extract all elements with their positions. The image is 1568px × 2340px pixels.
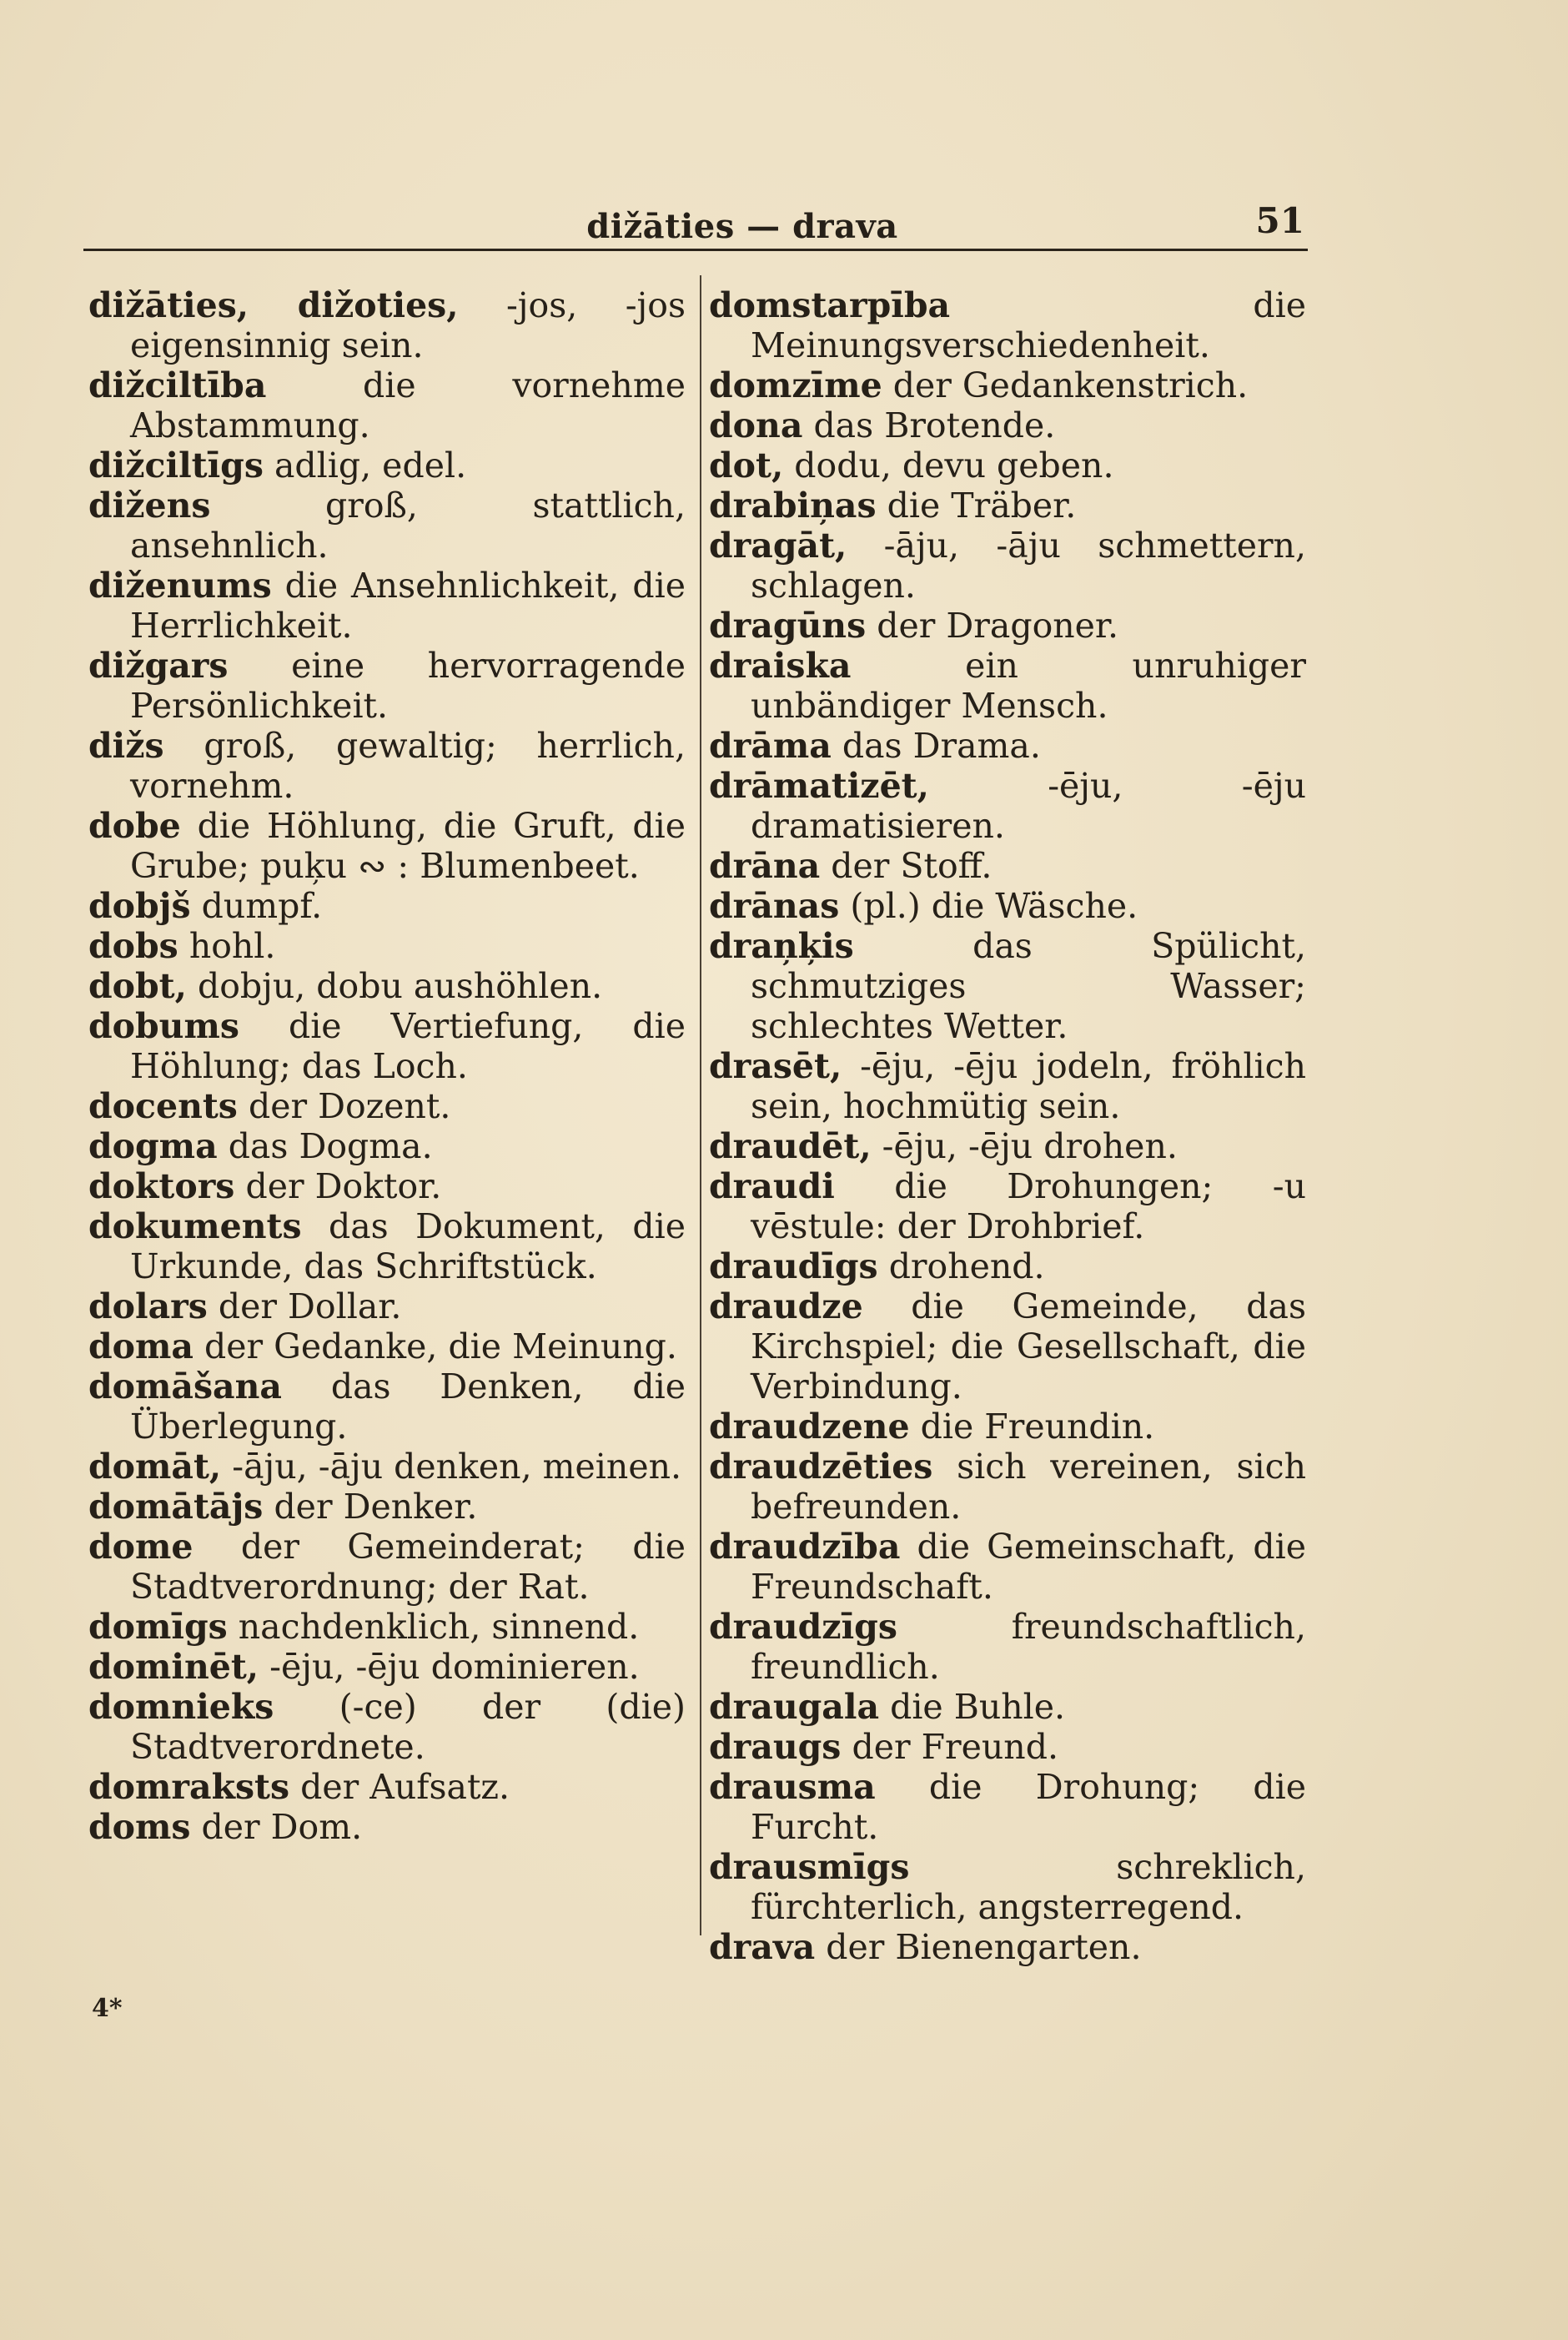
entry-definition: sich vereinen, sich befreunden. [751, 1447, 1306, 1527]
dictionary-entry [709, 1046, 1306, 1126]
dictionary-entry [709, 486, 1306, 526]
entry-headword: draudzīgs [709, 1607, 897, 1647]
entry-definition: die Meinungsverschiedenheit. [751, 285, 1306, 365]
column-divider [700, 275, 701, 1935]
dictionary-entry [709, 646, 1306, 726]
dictionary-entry [88, 806, 686, 886]
dictionary-entry [88, 1647, 686, 1687]
entry-definition: die Buhle. [890, 1687, 1066, 1727]
dictionary-entry [709, 1687, 1306, 1727]
dictionary-entry [88, 1086, 686, 1126]
entry-headword: draudi [709, 1166, 835, 1206]
dictionary-entry [88, 1487, 686, 1527]
dictionary-entry [88, 285, 686, 365]
dictionary-entry [88, 486, 686, 566]
dictionary-entry [709, 1407, 1306, 1447]
entry-headword: dragūns [709, 606, 867, 646]
entry-headword: draudzība [709, 1527, 901, 1567]
entry-definition: freundschaftlich, freundlich. [751, 1607, 1306, 1687]
entry-definition: dumpf. [201, 886, 323, 926]
entry-definition: der Denker. [274, 1487, 478, 1527]
entry-headword: dobs [88, 926, 178, 966]
dictionary-entry [88, 726, 686, 806]
dictionary-entry [709, 1447, 1306, 1527]
entry-definition: adlig, edel. [274, 445, 467, 486]
dictionary-entry [709, 1166, 1306, 1246]
entry-headword: dominēt, [88, 1647, 259, 1687]
entry-definition: der Dollar. [218, 1286, 402, 1326]
entry-definition: -āju, -āju denken, meinen. [232, 1447, 682, 1487]
entry-headword: drausmīgs [709, 1847, 910, 1887]
entry-definition: die vornehme Abstammung. [130, 365, 686, 445]
entry-definition: dobju, dobu aushöhlen. [197, 966, 603, 1006]
entry-headword: dome [88, 1527, 193, 1567]
entry-headword: domīgs [88, 1607, 228, 1647]
entry-headword: drava [709, 1927, 816, 1967]
dictionary-entry [709, 1527, 1306, 1607]
dictionary-entry [88, 1447, 686, 1487]
entry-headword: draudzēties [709, 1447, 933, 1487]
dictionary-entry [709, 846, 1306, 886]
entry-definition: schreklich, fürchterlich, angsterregend. [751, 1847, 1306, 1927]
entry-definition: die Vertiefung, die Höhlung; das Loch. [130, 1006, 686, 1086]
dictionary-entry [709, 1767, 1306, 1847]
entry-headword: dižciltīgs [88, 445, 264, 486]
entry-definition: -ēju, -ēju jodeln, fröhlich sein, hochmütig sein. [751, 1046, 1306, 1126]
dictionary-entry [709, 1246, 1306, 1286]
entry-headword: dižs [88, 726, 164, 766]
entry-definition: eine hervorragende Persönlichkeit. [130, 646, 686, 726]
entry-headword: draudzene [709, 1407, 910, 1447]
dictionary-entry [709, 1126, 1306, 1166]
entry-headword: domāt, [88, 1447, 222, 1487]
entry-definition: das Drama. [842, 726, 1041, 766]
entry-headword: draņķis [709, 926, 854, 966]
entry-headword: draugala [709, 1687, 880, 1727]
entry-definition: die Träber. [887, 486, 1077, 526]
entry-definition: der Aufsatz. [300, 1767, 510, 1807]
entry-headword: dižgars [88, 646, 229, 686]
entry-headword: draiska [709, 646, 852, 686]
entry-headword: dokuments [88, 1206, 302, 1246]
entry-definition: die Gemeinde, das Kirchspiel; die Gesellschaft, die Verbindung. [751, 1286, 1306, 1407]
entry-headword: dolars [88, 1286, 208, 1326]
entry-definition: der Dom. [201, 1807, 363, 1847]
dictionary-entry [88, 445, 686, 486]
entry-definition: drohend. [888, 1246, 1045, 1286]
entry-definition: (pl.) die Wäsche. [850, 886, 1138, 926]
dictionary-entry [88, 1206, 686, 1286]
entry-headword: drāna [709, 846, 821, 886]
printer-signature: 4* [92, 1994, 123, 2023]
dictionary-entry [88, 966, 686, 1006]
entry-headword: draugs [709, 1727, 842, 1767]
entry-headword: draudēt, [709, 1126, 872, 1166]
entry-headword: dogma [88, 1126, 218, 1166]
dictionary-entry [709, 606, 1306, 646]
entry-definition: der Bienengarten. [826, 1927, 1142, 1967]
dictionary-entry [709, 766, 1306, 846]
entry-definition: das Brotende. [813, 405, 1056, 445]
entry-headword: drāma [709, 726, 832, 766]
dictionary-entry [709, 526, 1306, 606]
entry-headword: drausma [709, 1767, 876, 1807]
dictionary-entry [709, 926, 1306, 1046]
entry-definition: die Gemeinschaft, die Freundschaft. [751, 1527, 1306, 1607]
dictionary-entry [88, 646, 686, 726]
entry-definition: -ēju, -ēju drohen. [882, 1126, 1178, 1166]
dictionary-entry [88, 365, 686, 445]
entry-definition: (-ce) der (die) Stadtverordnete. [130, 1687, 686, 1767]
entry-definition: der Freund. [852, 1727, 1058, 1767]
entry-definition: die Freundin. [920, 1407, 1155, 1447]
entry-definition: ein unruhiger unbändiger Mensch. [751, 646, 1306, 726]
entry-definition: dodu, devu geben. [794, 445, 1114, 486]
dictionary-entry [88, 1326, 686, 1366]
dictionary-entry [709, 405, 1306, 445]
dictionary-entry [709, 1927, 1306, 1967]
dictionary-entry [88, 1807, 686, 1847]
entry-definition: die Drohung; die Furcht. [751, 1767, 1306, 1847]
dictionary-entry [709, 285, 1306, 365]
entry-headword: domnieks [88, 1687, 274, 1727]
entry-headword: dižāties, dižoties, [88, 285, 459, 325]
dictionary-entry [709, 445, 1306, 486]
dictionary-entry [88, 1527, 686, 1607]
dictionary-entry [88, 1166, 686, 1206]
page-number: 51 [1255, 200, 1304, 241]
entry-definition: groß, gewaltig; herrlich, vornehm. [130, 726, 686, 806]
entry-definition: groß, stattlich, ansehnlich. [130, 486, 686, 566]
dictionary-entry [709, 726, 1306, 766]
entry-headword: dragāt, [709, 526, 847, 566]
entry-headword: doktors [88, 1166, 235, 1206]
entry-definition: der Gemeinderat; die Stadtverordnung; der Rat. [130, 1527, 686, 1607]
entry-definition: -jos, -jos eigensinnig sein. [130, 285, 686, 365]
entry-definition: das Denken, die Überlegung. [130, 1366, 686, 1447]
entry-definition: der Dozent. [248, 1086, 451, 1126]
entry-headword: drasēt, [709, 1046, 842, 1086]
dictionary-entry [88, 1286, 686, 1326]
entry-headword: dobums [88, 1006, 239, 1046]
entry-headword: drabiņas [709, 486, 877, 526]
entry-headword: dižciltība [88, 365, 267, 405]
entry-headword: docents [88, 1086, 238, 1126]
dictionary-entry [88, 926, 686, 966]
entry-definition: das Spülicht, schmutziges Wasser; schlechtes Wetter. [751, 926, 1306, 1046]
dictionary-entry [88, 1607, 686, 1647]
entry-headword: diženums [88, 566, 272, 606]
entry-definition: der Gedankenstrich. [892, 365, 1249, 405]
dictionary-entry [709, 365, 1306, 405]
entry-headword: dobe [88, 806, 181, 846]
entry-definition: das Dogma. [228, 1126, 433, 1166]
dictionary-entry [88, 1126, 686, 1166]
entry-headword: drāmatizēt, [709, 766, 929, 806]
running-header [83, 199, 1308, 251]
dictionary-entry [88, 1366, 686, 1447]
entry-definition: -āju, -āju schmettern, schlagen. [751, 526, 1306, 606]
entry-headword: domzīme [709, 365, 882, 405]
entry-definition: der Stoff. [831, 846, 993, 886]
entry-definition: die Drohungen; -u vēstule: der Drohbrief. [751, 1166, 1306, 1246]
dictionary-entry [709, 1847, 1306, 1927]
dictionary-entry [709, 1607, 1306, 1687]
dictionary-entry [709, 1286, 1306, 1407]
entry-headword: draudīgs [709, 1246, 878, 1286]
dictionary-entry [88, 566, 686, 646]
entry-headword: doms [88, 1807, 191, 1847]
entry-headword: dona [709, 405, 803, 445]
dictionary-entry [709, 886, 1306, 926]
right-column [709, 285, 1306, 1967]
entry-definition: das Dokument, die Urkunde, das Schriftstück. [130, 1206, 686, 1286]
page-title: dižāties — drava [586, 207, 898, 246]
entry-definition: nachdenklich, sinnend. [238, 1607, 640, 1647]
dictionary-entry [88, 886, 686, 926]
entry-headword: domstarpība [709, 285, 951, 325]
entry-definition: der Gedanke, die Meinung. [204, 1326, 677, 1366]
entry-headword: domraksts [88, 1767, 290, 1807]
entry-headword: dot, [709, 445, 784, 486]
dictionary-entry [88, 1687, 686, 1767]
entry-definition: hohl. [188, 926, 276, 966]
entry-headword: doma [88, 1326, 193, 1366]
entry-headword: draudze [709, 1286, 863, 1326]
entry-headword: dobjš [88, 886, 191, 926]
entry-definition: die Ansehnlichkeit, die Herrlichkeit. [130, 566, 686, 646]
entry-definition: -ēju, -ēju dominieren. [269, 1647, 640, 1687]
entry-headword: drānas [709, 886, 840, 926]
entry-definition: der Dragoner. [877, 606, 1119, 646]
entry-definition: -ēju, -ēju dramatisieren. [751, 766, 1306, 846]
entry-headword: dižens [88, 486, 211, 526]
dictionary-entry [709, 1727, 1306, 1767]
left-column [88, 285, 686, 1847]
dictionary-entry [88, 1767, 686, 1807]
entry-headword: domāšana [88, 1366, 282, 1407]
entry-headword: dobt, [88, 966, 187, 1006]
dictionary-entry [88, 1006, 686, 1086]
entry-definition: die Höhlung, die Gruft, die Grube; puķu ∾ : Blumenbeet. [130, 806, 686, 886]
entry-definition: der Doktor. [245, 1166, 442, 1206]
entry-headword: domātājs [88, 1487, 264, 1527]
